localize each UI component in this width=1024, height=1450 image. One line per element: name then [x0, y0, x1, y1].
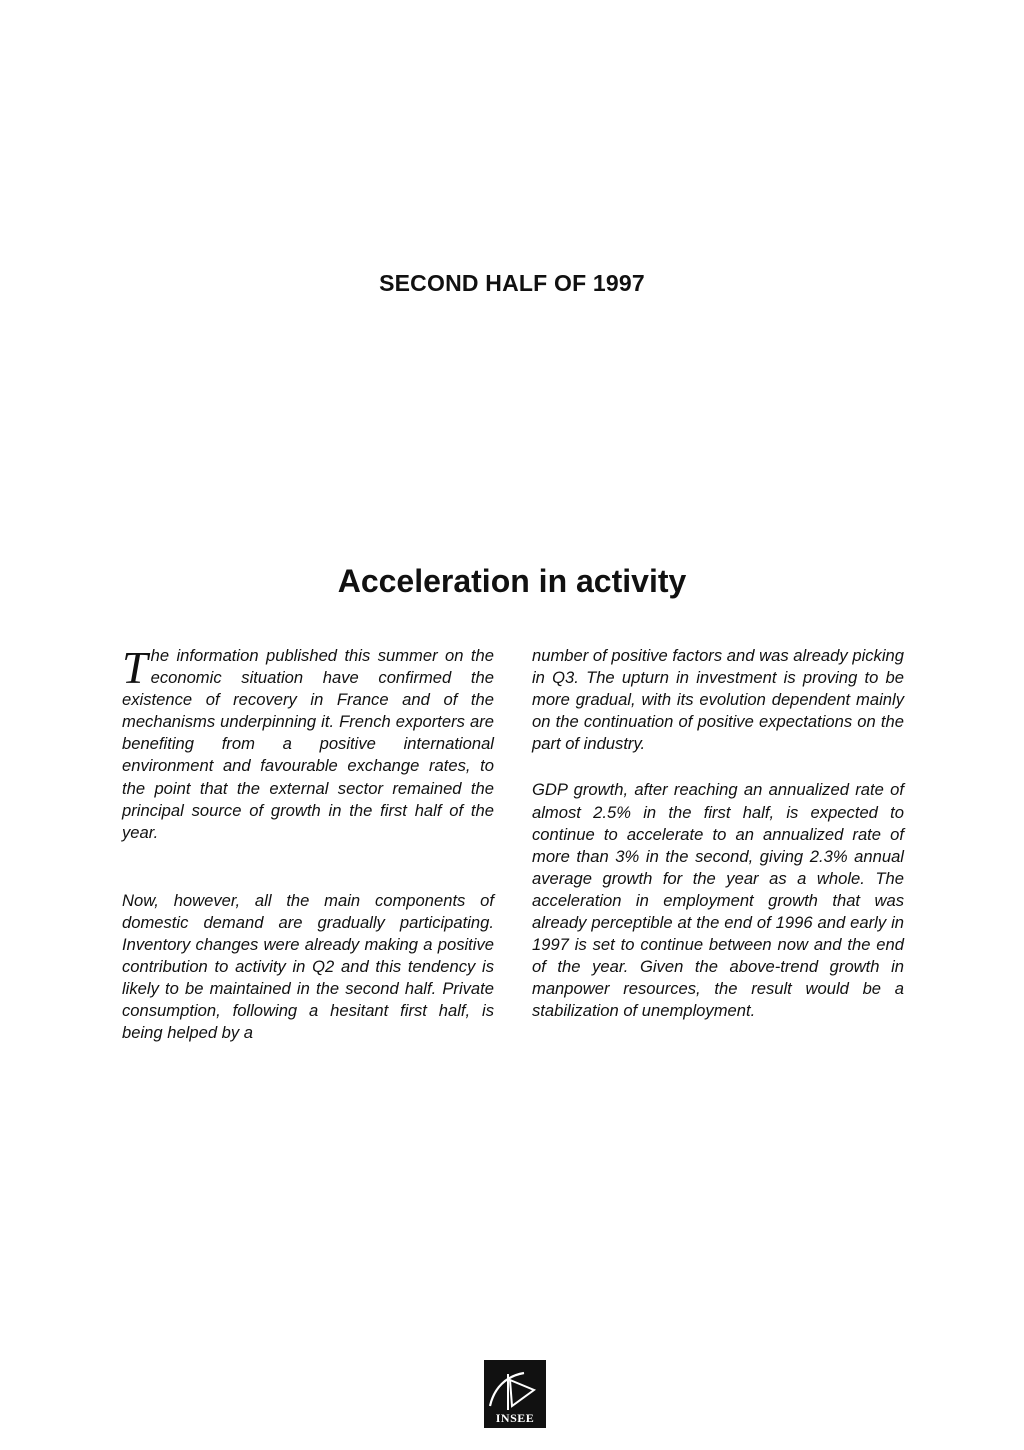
- logo-text: INSEE: [495, 1411, 535, 1425]
- insee-logo-icon: [484, 1360, 546, 1414]
- right-paragraph-2: GDP growth, after reaching an annualized rate of almost 2.5% in the first half, is expected to continue to accelerate to an annualized rate of more than 3% in the second, giving 2.3% annual average growth for the year as a whole. The acceleration in employment growth that was already perceptible at the end of 1996 and early in 1997 is set to continue between now and the end of the year. Given the above-trend growth in manpower resources, the result would be a stabilization of unemployment.: [532, 780, 904, 1021]
- left-paragraph-2: Now, however, all the main components of domestic demand are gradually participating. Inventory changes were already making a positive contribution to activity in Q2 and this tendency is likely to be maintained in the second half. Private consumption, following a hesitant first half, is being helped by a: [122, 890, 494, 1043]
- right-column: [532, 645, 904, 1023]
- left-paragraph-1-text: he information published this summer on the economic situation have confirmed the existence of recovery in France and of the mechanisms underpinning it. French exporters are benefiting from a positive international environment and favourable exchange rates, to the point that the external sector remained the principal source of growth in the first half of the year.: [122, 646, 494, 842]
- left-column: [122, 642, 494, 1045]
- left-paragraph-1: [122, 642, 494, 844]
- insee-logo: [484, 1360, 546, 1428]
- article-title: Acceleration in activity: [337, 563, 687, 599]
- drop-cap: T: [122, 642, 148, 693]
- section-title: SECOND HALF OF 1997: [379, 270, 645, 296]
- right-paragraph-1: number of positive factors and was already picking in Q3. The upturn in investment is proving to be more gradual, with its evolution dependent mainly on the continuation of positive expectations on the part of industry.: [532, 646, 904, 754]
